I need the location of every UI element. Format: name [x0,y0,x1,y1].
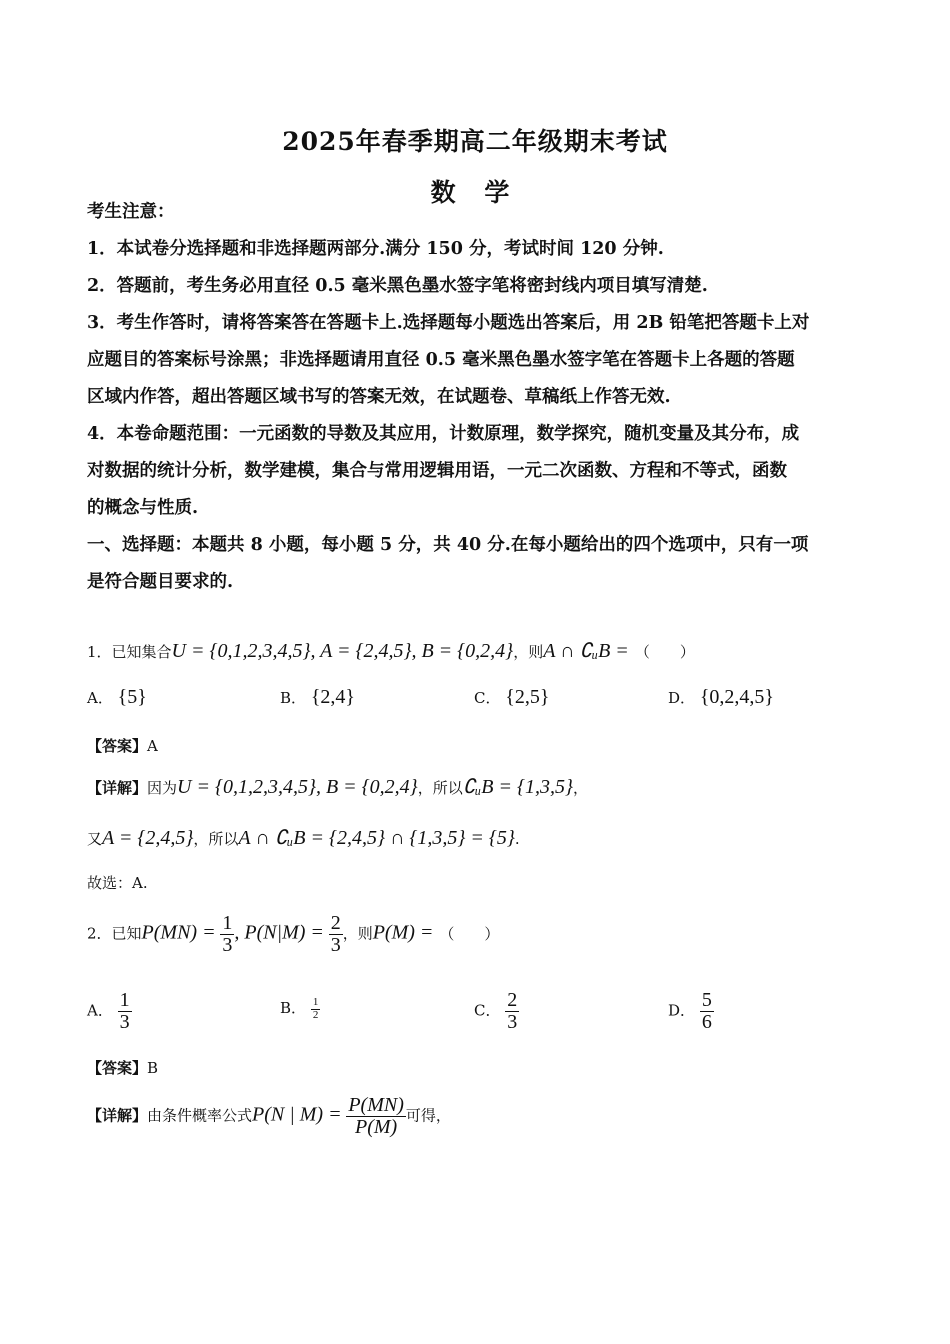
q1-option-a [87,686,147,709]
q2-detail-fraction [346,1095,406,1138]
q2-fraction-2 [329,913,343,956]
q1-then: ，则 [513,643,544,661]
q2-option-b [280,997,320,1021]
q2-p-n-given-m: , P(N|M) = [234,921,324,944]
fraction-denominator: 3 [330,934,341,956]
q1-option-b-value: {2,4} [310,686,356,708]
notice-heading: 考生注意： [87,202,175,222]
fraction-numerator: 1 [222,912,233,934]
exam-title: 2025年春季期高二年级期末考试 [282,127,668,156]
q1-option-d [668,686,774,709]
q1-detail-math: U = {0,1,2,3,4,5}, B = {0,2,4} [177,776,418,798]
q1-conclusion: 故选：A. [87,874,148,892]
fraction-numerator: 1 [312,996,319,1008]
question-2 [87,913,499,956]
q1-option-b-label: B． [280,689,307,707]
notice-line-4b: 对数据的统计分析，数学建模，集合与常用逻辑用语，一元二次函数、方程和不等式，函数 [87,461,787,481]
q1-detail-math: ∁ᵤB = {1,3,5} [462,776,573,798]
fraction-numerator: 5 [701,989,712,1011]
q1-option-a-label: A． [87,689,113,707]
fraction-numerator: 1 [119,989,130,1011]
fraction-denominator: 6 [701,1011,712,1033]
notice-line-3b: 应题目的答案标号涂黑；非选择题请用直径 0.5 毫米黑色墨水签字笔在答题卡上各题的答题 [87,350,795,370]
q1-detail-text: 又 [87,830,103,848]
q2-option-c-fraction [505,990,519,1033]
q1-option-c-value: {2,5} [505,686,550,708]
notice-line-2: 2．答题前，考生务必用直径 0.5 毫米黑色墨水签字笔将密封线内项目填写清楚. [87,276,708,296]
section-heading-line-1: 一、选择题：本题共 8 小题，每小题 5 分，共 40 分.在每小题给出的四个选项中，只有一项 [87,535,809,555]
q2-p-mn: P(MN) = [141,921,216,944]
q1-option-b [280,686,355,709]
q1-detail-text: ，所以 [193,830,239,848]
notice-line-4a: 4．本卷命题范围：一元函数的导数及其应用，计数原理，数学探究，随机变量及其分布，成 [87,424,800,444]
notice-line-3a: 3．考生作答时，请将答案答在答题卡上.选择题每小题选出答案后，用 2B 铅笔把答题卡上对 [87,313,810,333]
q2-detail-tag: 【详解】 [87,1106,148,1125]
fraction-numerator: P(MN) [348,1094,404,1116]
q1-paren: （ ） [634,643,695,661]
q2-detail-text: 由条件概率公式 [147,1106,253,1125]
q2-option-c [474,990,519,1033]
q2-option-b-fraction [311,997,321,1021]
notice-line-1: 1．本试卷分选择题和非选择题两部分.满分 150 分，考试时间 120 分钟. [87,239,664,259]
q1-option-d-value: {0,2,4,5} [699,686,775,708]
q2-detail-math: P(N | M) = [252,1103,342,1126]
fraction-denominator: 3 [507,1011,518,1033]
notice-line-4c: 的概念与性质. [87,498,199,518]
fraction-denominator: 2 [312,1008,319,1021]
q2-option-b-label: B． [280,999,307,1018]
q1-detail-line-1 [87,774,588,799]
q2-answer-value: B [147,1059,159,1077]
question-1 [87,638,695,663]
q1-answer [87,735,158,756]
q1-expr: A ∩ ∁ᵤB = [543,640,629,662]
subject-title: 数 学 [430,178,520,207]
fraction-numerator: 2 [507,989,518,1011]
q2-option-d [668,990,714,1033]
q1-answer-tag: 【答案】 [87,737,148,755]
q1-detail-math: A = {2,4,5} [102,827,194,849]
q2-option-d-fraction [700,990,714,1033]
q1-detail-math: A ∩ ∁ᵤB = {2,4,5} ∩ {1,3,5} = {5} [238,827,515,849]
q2-answer-tag: 【答案】 [87,1059,148,1077]
section-heading-line-2: 是符合题目要求的. [87,572,234,592]
fraction-denominator: 3 [119,1011,130,1033]
q1-detail-text: ， [573,779,589,797]
q2-option-c-label: C． [474,1001,501,1020]
q2-option-d-label: D． [668,1001,696,1020]
q2-paren: （ ） [439,924,500,943]
q1-detail-tag: 【详解】 [87,779,148,797]
q2-option-a-fraction [118,990,132,1033]
q1-detail-line-2 [87,825,520,850]
q1-prefix: 1．已知集合 [87,643,172,661]
q2-prefix: 2．已知 [87,924,142,943]
q2-detail [87,1095,451,1138]
fraction-numerator: 2 [330,912,341,934]
fraction-denominator: 3 [222,934,233,956]
notice-line-3c: 区域内作答，超出答题区域书写的答案无效，在试题卷、草稿纸上作答无效. [87,387,671,407]
q2-option-a [87,990,132,1033]
q2-p-m: P(M) = [372,921,434,944]
fraction-denominator: P(M) [346,1116,406,1138]
q1-detail-text: . [514,830,520,848]
q1-option-a-value: {5} [117,686,147,708]
q1-detail-text: ，所以 [417,779,463,797]
q1-option-d-label: D． [668,689,696,707]
q2-answer [87,1057,158,1078]
q1-sets: U = {0,1,2,3,4,5}, A = {2,4,5}, B = {0,2,4} [171,640,514,662]
q1-option-c-label: C． [474,689,501,707]
q2-fraction-1 [220,913,234,956]
q1-option-c [474,686,549,709]
q2-detail-text: 可得， [405,1106,451,1125]
q2-then: ，则 [342,924,373,943]
q2-option-a-label: A． [87,1001,113,1020]
q1-detail-text: 因为 [147,779,178,797]
q1-answer-value: A [147,737,158,755]
